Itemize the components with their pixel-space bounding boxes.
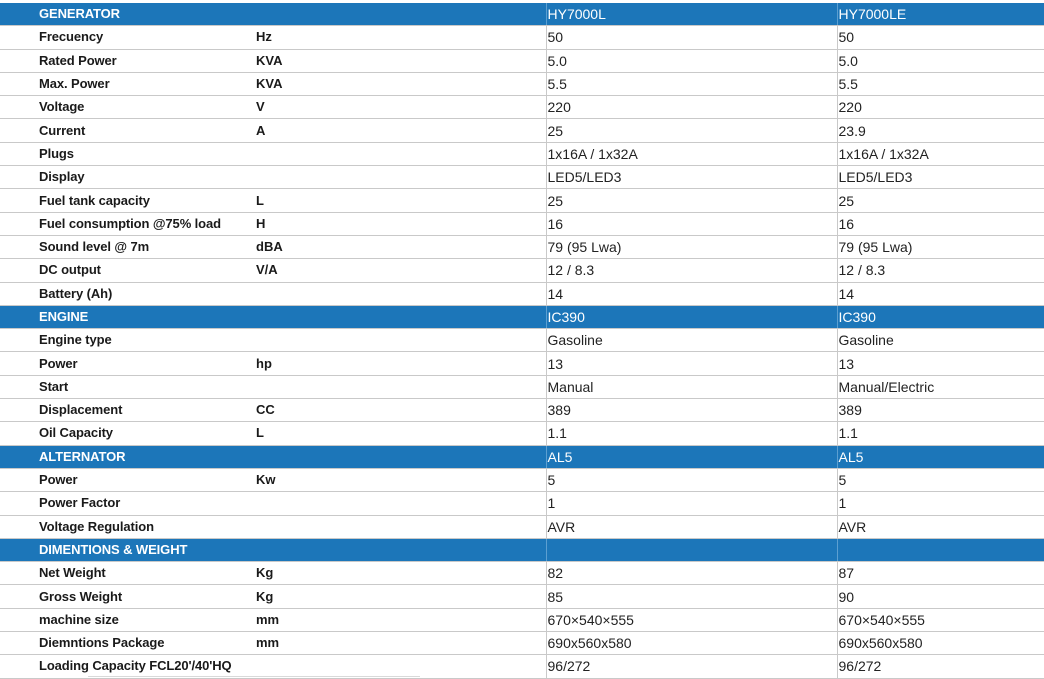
- spec-unit: H: [256, 212, 546, 235]
- section-title: ENGINE: [0, 305, 256, 328]
- spec-label: Max. Power: [0, 72, 256, 95]
- spec-row: [0, 282, 1044, 305]
- spec-value-model-1: 13: [546, 352, 837, 375]
- spec-label: Engine type: [0, 329, 256, 352]
- spec-value-model-2: 5.0: [837, 49, 1044, 72]
- spec-value-model-1: 1: [546, 492, 837, 515]
- spec-row: [0, 562, 1044, 585]
- spec-value-model-1: 82: [546, 562, 837, 585]
- spec-value-model-2: 25: [837, 189, 1044, 212]
- spec-label: Voltage: [0, 96, 256, 119]
- spec-value-model-2: 23.9: [837, 119, 1044, 142]
- spec-unit: [256, 492, 546, 515]
- spec-label: Rated Power: [0, 49, 256, 72]
- footer-divider: [88, 676, 420, 677]
- spec-value-model-1: 5.5: [546, 72, 837, 95]
- spec-row: [0, 96, 1044, 119]
- spec-label: Loading Capacity FCL20'/40'HQ: [0, 655, 256, 678]
- spec-unit: Kw: [256, 468, 546, 491]
- spec-unit: [256, 655, 546, 678]
- spec-value-model-2: 670×540×555: [837, 608, 1044, 631]
- spec-value-model-1: 25: [546, 189, 837, 212]
- spec-unit: [256, 329, 546, 352]
- spec-label: Power: [0, 468, 256, 491]
- section-model-2: [837, 538, 1044, 561]
- spec-row: [0, 212, 1044, 235]
- spec-unit: [256, 375, 546, 398]
- spec-unit: V/A: [256, 259, 546, 282]
- spec-row: [0, 49, 1044, 72]
- spec-value-model-2: 96/272: [837, 655, 1044, 678]
- section-model-1: AL5: [546, 445, 837, 468]
- spec-label: Diemntions Package: [0, 632, 256, 655]
- spec-label: Fuel tank capacity: [0, 189, 256, 212]
- spec-value-model-1: LED5/LED3: [546, 166, 837, 189]
- spec-label: Oil Capacity: [0, 422, 256, 445]
- spec-value-model-2: 79 (95 Lwa): [837, 235, 1044, 258]
- spec-value-model-1: 14: [546, 282, 837, 305]
- spec-row: [0, 329, 1044, 352]
- spec-value-model-1: 16: [546, 212, 837, 235]
- spec-value-model-1: 25: [546, 119, 837, 142]
- spec-value-model-2: LED5/LED3: [837, 166, 1044, 189]
- spec-unit: [256, 282, 546, 305]
- spec-unit: [256, 166, 546, 189]
- spec-unit: hp: [256, 352, 546, 375]
- spec-row: [0, 142, 1044, 165]
- section-title: GENERATOR: [0, 3, 256, 26]
- section-unit-cell: [256, 3, 546, 26]
- section-model-1: IC390: [546, 305, 837, 328]
- spec-value-model-1: 79 (95 Lwa): [546, 235, 837, 258]
- spec-unit: Hz: [256, 26, 546, 49]
- spec-table-body: [0, 3, 1044, 678]
- spec-label: Frecuency: [0, 26, 256, 49]
- spec-value-model-2: 1.1: [837, 422, 1044, 445]
- spec-value-model-1: 5: [546, 468, 837, 491]
- spec-row: [0, 375, 1044, 398]
- spec-label: Net Weight: [0, 562, 256, 585]
- section-model-1: [546, 538, 837, 561]
- spec-value-model-2: 1: [837, 492, 1044, 515]
- spec-value-model-2: 13: [837, 352, 1044, 375]
- section-header: [0, 445, 1044, 468]
- spec-label: Power Factor: [0, 492, 256, 515]
- spec-value-model-1: 96/272: [546, 655, 837, 678]
- spec-table: [0, 3, 1044, 679]
- spec-unit: L: [256, 189, 546, 212]
- spec-label: Gross Weight: [0, 585, 256, 608]
- spec-unit: A: [256, 119, 546, 142]
- spec-label: DC output: [0, 259, 256, 282]
- spec-value-model-1: AVR: [546, 515, 837, 538]
- section-unit-cell: [256, 445, 546, 468]
- section-header: [0, 305, 1044, 328]
- spec-value-model-2: 220: [837, 96, 1044, 119]
- spec-value-model-2: 90: [837, 585, 1044, 608]
- spec-value-model-2: 389: [837, 399, 1044, 422]
- spec-row: [0, 235, 1044, 258]
- spec-value-model-2: 50: [837, 26, 1044, 49]
- spec-value-model-1: 670×540×555: [546, 608, 837, 631]
- spec-value-model-1: Gasoline: [546, 329, 837, 352]
- spec-row: [0, 492, 1044, 515]
- spec-label: Voltage Regulation: [0, 515, 256, 538]
- spec-label: Display: [0, 166, 256, 189]
- spec-row: [0, 259, 1044, 282]
- spec-unit: [256, 142, 546, 165]
- spec-value-model-1: 50: [546, 26, 837, 49]
- spec-label: Displacement: [0, 399, 256, 422]
- spec-value-model-1: 85: [546, 585, 837, 608]
- spec-value-model-1: 690x560x580: [546, 632, 837, 655]
- spec-value-model-2: Gasoline: [837, 329, 1044, 352]
- spec-label: machine size: [0, 608, 256, 631]
- spec-unit: KVA: [256, 49, 546, 72]
- spec-unit: KVA: [256, 72, 546, 95]
- spec-row: [0, 655, 1044, 678]
- spec-label: Current: [0, 119, 256, 142]
- section-unit-cell: [256, 305, 546, 328]
- section-header: [0, 538, 1044, 561]
- spec-value-model-2: 87: [837, 562, 1044, 585]
- spec-label: Fuel consumption @75% load: [0, 212, 256, 235]
- spec-value-model-2: 1x16A / 1x32A: [837, 142, 1044, 165]
- spec-value-model-1: 1.1: [546, 422, 837, 445]
- spec-row: [0, 26, 1044, 49]
- section-model-1: HY7000L: [546, 3, 837, 26]
- spec-label: Start: [0, 375, 256, 398]
- spec-value-model-2: 16: [837, 212, 1044, 235]
- spec-row: [0, 399, 1044, 422]
- spec-label: Power: [0, 352, 256, 375]
- spec-row: [0, 632, 1044, 655]
- spec-value-model-2: Manual/Electric: [837, 375, 1044, 398]
- section-model-2: AL5: [837, 445, 1044, 468]
- spec-value-model-1: Manual: [546, 375, 837, 398]
- spec-unit: [256, 515, 546, 538]
- spec-row: [0, 189, 1044, 212]
- spec-label: Sound level @ 7m: [0, 235, 256, 258]
- section-model-2: HY7000LE: [837, 3, 1044, 26]
- spec-row: [0, 585, 1044, 608]
- spec-unit: mm: [256, 608, 546, 631]
- section-unit-cell: [256, 538, 546, 561]
- section-model-2: IC390: [837, 305, 1044, 328]
- spec-row: [0, 119, 1044, 142]
- spec-row: [0, 422, 1044, 445]
- spec-value-model-1: 12 / 8.3: [546, 259, 837, 282]
- section-title: ALTERNATOR: [0, 445, 256, 468]
- spec-value-model-2: AVR: [837, 515, 1044, 538]
- spec-row: [0, 608, 1044, 631]
- spec-value-model-1: 5.0: [546, 49, 837, 72]
- spec-value-model-1: 1x16A / 1x32A: [546, 142, 837, 165]
- spec-row: [0, 515, 1044, 538]
- spec-unit: mm: [256, 632, 546, 655]
- spec-value-model-2: 690x560x580: [837, 632, 1044, 655]
- section-title: DIMENTIONS & WEIGHT: [0, 538, 256, 561]
- spec-unit: Kg: [256, 562, 546, 585]
- spec-unit: L: [256, 422, 546, 445]
- spec-value-model-2: 5.5: [837, 72, 1044, 95]
- spec-label: Plugs: [0, 142, 256, 165]
- spec-value-model-1: 389: [546, 399, 837, 422]
- spec-unit: CC: [256, 399, 546, 422]
- spec-unit: V: [256, 96, 546, 119]
- spec-value-model-2: 5: [837, 468, 1044, 491]
- spec-value-model-2: 12 / 8.3: [837, 259, 1044, 282]
- section-header: [0, 3, 1044, 26]
- spec-unit: Kg: [256, 585, 546, 608]
- spec-row: [0, 166, 1044, 189]
- spec-row: [0, 72, 1044, 95]
- spec-row: [0, 352, 1044, 375]
- spec-unit: dBA: [256, 235, 546, 258]
- spec-row: [0, 468, 1044, 491]
- spec-value-model-2: 14: [837, 282, 1044, 305]
- spec-value-model-1: 220: [546, 96, 837, 119]
- spec-label: Battery (Ah): [0, 282, 256, 305]
